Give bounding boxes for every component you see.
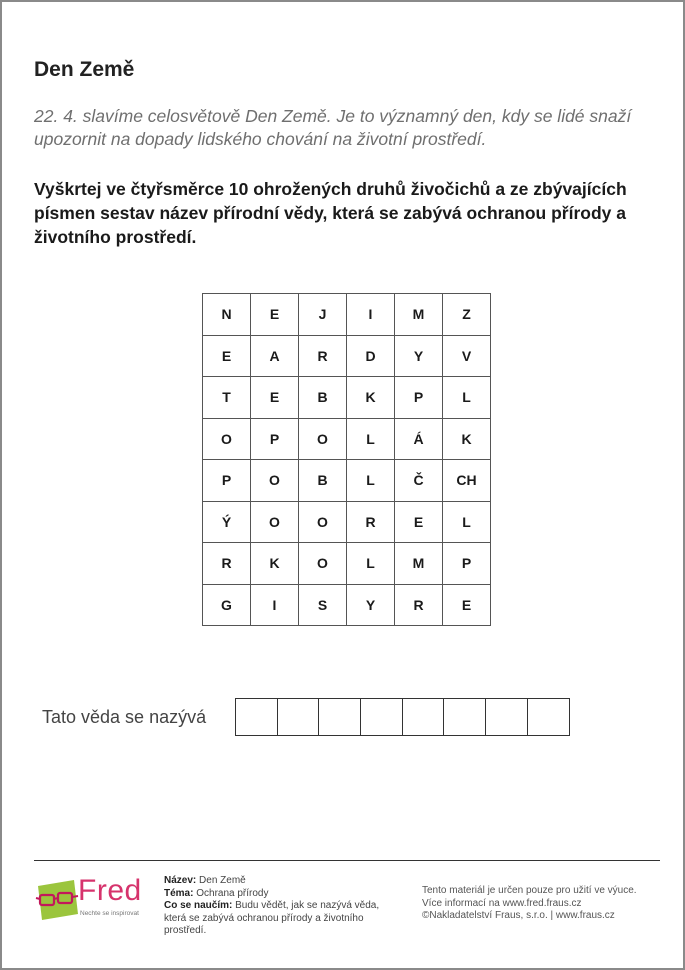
grid-row xyxy=(203,294,491,336)
grid-row xyxy=(203,543,491,585)
grid-cell[interactable]: Á xyxy=(395,418,443,460)
grid-cell[interactable]: L xyxy=(347,543,395,585)
logo-wordmark: Fred xyxy=(78,874,142,907)
grid-cell[interactable]: S xyxy=(299,584,347,626)
grid-cell[interactable]: Z xyxy=(443,294,491,336)
grid-cell[interactable]: L xyxy=(347,418,395,460)
grid-cell[interactable]: A xyxy=(251,335,299,377)
grid-row xyxy=(203,377,491,419)
grid-row xyxy=(203,460,491,502)
grid-cell[interactable]: O xyxy=(251,460,299,502)
grid-cell[interactable]: M xyxy=(395,543,443,585)
grid-row xyxy=(203,584,491,626)
answer-boxes xyxy=(235,698,570,736)
grid-cell[interactable]: T xyxy=(203,377,251,419)
meta-name-value: Den Země xyxy=(199,875,246,886)
grid-cell[interactable]: G xyxy=(203,584,251,626)
grid-cell[interactable]: Y xyxy=(347,584,395,626)
grid-cell[interactable]: O xyxy=(299,501,347,543)
fred-glasses-icon xyxy=(34,878,82,922)
answer-letter-box[interactable] xyxy=(236,699,278,735)
grid-cell[interactable]: L xyxy=(347,460,395,502)
logo-tagline: Nechte se inspirovat xyxy=(80,910,139,917)
grid-cell[interactable]: E xyxy=(443,584,491,626)
answer-letter-box[interactable] xyxy=(319,699,361,735)
grid-cell[interactable]: V xyxy=(443,335,491,377)
grid-cell[interactable]: I xyxy=(347,294,395,336)
grid-cell[interactable]: B xyxy=(299,377,347,419)
grid-cell[interactable]: Ý xyxy=(203,501,251,543)
meta-learn-label: Co se naučím: xyxy=(164,900,233,911)
grid-cell[interactable]: Č xyxy=(395,460,443,502)
grid-cell[interactable]: O xyxy=(299,543,347,585)
answer-letter-box[interactable] xyxy=(528,699,569,735)
intro-text: 22. 4. slavíme celosvětově Den Země. Je to významný den, kdy se lidé snaží upozornit na dopady lidského chování na životní prostředí. xyxy=(34,106,632,149)
worksheet-meta xyxy=(164,875,404,938)
answer-letter-box[interactable] xyxy=(361,699,403,735)
rights-line-2: Více informací na www.fred.fraus.cz xyxy=(422,897,582,909)
grid-cell[interactable]: R xyxy=(395,584,443,626)
grid-cell[interactable]: E xyxy=(395,501,443,543)
meta-learn-value: Budu vědět, jak se nazývá věda, která se zabývá ochranou přírody a životního prostředí. xyxy=(164,900,380,936)
grid-cell[interactable]: M xyxy=(395,294,443,336)
word-search-grid xyxy=(202,293,491,626)
grid-cell[interactable]: P xyxy=(251,418,299,460)
grid-cell[interactable]: I xyxy=(251,584,299,626)
grid-cell[interactable]: L xyxy=(443,377,491,419)
grid-cell[interactable]: O xyxy=(299,418,347,460)
grid-cell[interactable]: R xyxy=(347,501,395,543)
fred-logo xyxy=(34,874,154,928)
task-instructions: Vyškrtej ve čtyřsměrce 10 ohrožených druhů živočichů a ze zbývajících písmen sestav název přírodní vědy, která se zabývá ochranou přírody a životního prostředí. xyxy=(34,179,627,247)
answer-letter-box[interactable] xyxy=(486,699,528,735)
grid-cell[interactable]: R xyxy=(203,543,251,585)
rights-line-3: ©Nakladatelství Fraus, s.r.o. | www.fraus.cz xyxy=(422,910,615,921)
grid-cell[interactable]: R xyxy=(299,335,347,377)
grid-cell[interactable]: O xyxy=(251,501,299,543)
meta-topic-label: Téma: xyxy=(164,887,194,899)
page-title: Den Země xyxy=(34,58,135,81)
answer-letter-box[interactable] xyxy=(403,699,445,735)
answer-letter-box[interactable] xyxy=(444,699,486,735)
grid-cell[interactable]: E xyxy=(203,335,251,377)
grid-cell[interactable]: O xyxy=(203,418,251,460)
grid-cell[interactable]: P xyxy=(203,460,251,502)
grid-cell[interactable]: P xyxy=(443,543,491,585)
grid-row xyxy=(203,418,491,460)
grid-cell[interactable]: CH xyxy=(443,460,491,502)
footer-divider xyxy=(34,860,660,861)
grid-row xyxy=(203,335,491,377)
answer-letter-box[interactable] xyxy=(278,699,320,735)
rights-line-1: Tento materiál je určen pouze pro užití ve výuce. xyxy=(422,885,637,896)
grid-cell[interactable]: J xyxy=(299,294,347,336)
grid-cell[interactable]: Y xyxy=(395,335,443,377)
grid-cell[interactable]: P xyxy=(395,377,443,419)
grid-cell[interactable]: E xyxy=(251,377,299,419)
meta-name-label: Název: xyxy=(164,875,197,886)
grid-cell[interactable]: K xyxy=(251,543,299,585)
rights-notice xyxy=(422,885,672,923)
grid-cell[interactable]: B xyxy=(299,460,347,502)
grid-cell[interactable]: N xyxy=(203,294,251,336)
answer-label: Tato věda se nazývá xyxy=(42,707,207,727)
grid-row xyxy=(203,501,491,543)
grid-cell[interactable]: E xyxy=(251,294,299,336)
grid-cell[interactable]: K xyxy=(443,418,491,460)
meta-topic-value: Ochrana přírody xyxy=(196,887,269,899)
grid-cell[interactable]: L xyxy=(443,501,491,543)
grid-cell[interactable]: K xyxy=(347,377,395,419)
grid-cell[interactable]: D xyxy=(347,335,395,377)
